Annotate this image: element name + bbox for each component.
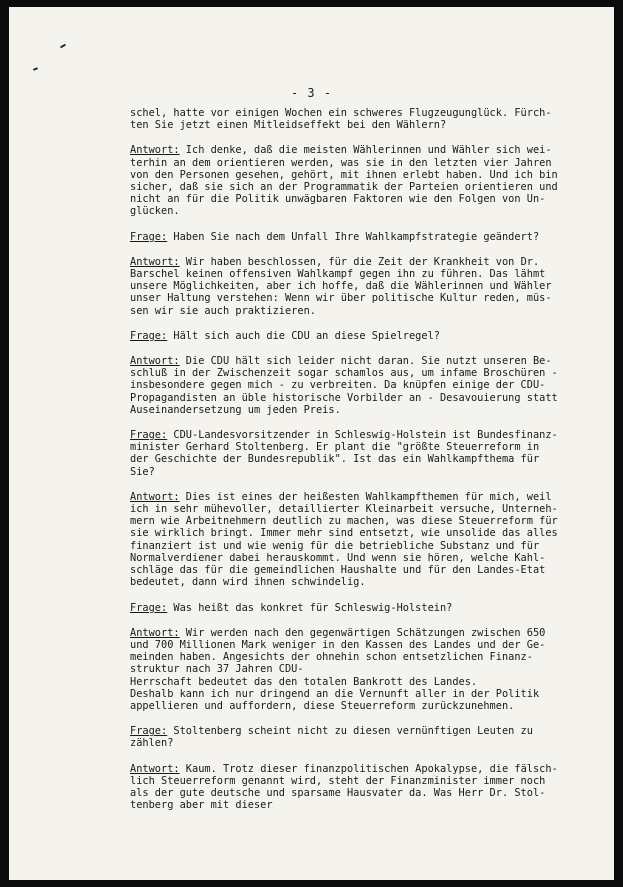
answer-label: Antwort: [130, 355, 180, 368]
question-label: Frage: [130, 429, 168, 442]
question-paragraph [130, 725, 563, 749]
answer-label: Antwort: [130, 626, 180, 639]
document-page [9, 7, 614, 880]
ink-speck [60, 44, 66, 49]
answer-label: Antwort: [130, 144, 180, 157]
answer-label: Antwort: [130, 255, 180, 268]
question-paragraph [130, 330, 563, 342]
interview-text [130, 107, 563, 824]
answer-paragraph [130, 144, 563, 217]
ink-speck [33, 67, 38, 71]
paragraph-text: Haben Sie nach dem Unfall Ihre Wahlkampfstrategie geändert? [167, 230, 540, 243]
page-number: - 3 - [290, 86, 333, 100]
question-label: Frage: [130, 601, 168, 614]
paragraph-text: Was heißt das konkret für Schleswig-Holstein? [167, 601, 453, 614]
answer-paragraph [130, 627, 563, 712]
paragraph-text: Ich denke, daß die meisten Wählerinnen und Wähler sich wei- terhin an dem orientieren werden, was sie in den letzten vier Jahren von den Personen gesehen, gehört, mit ihnen erlebt haben. Und ich bin sicher, daß sie sich an der Programmatik der Parteien orientieren und nicht an für die Politik unwägbaren Faktoren wie den Folgen von Un- glücken. [130, 144, 558, 218]
paragraph-text: Stoltenberg scheint nicht zu diesen vernünftigen Leuten zu zählen? [130, 725, 533, 750]
answer-paragraph [130, 491, 563, 589]
paragraph-text: Hält sich auch die CDU an diese Spielregel? [167, 329, 440, 342]
answer-label: Antwort: [130, 762, 180, 775]
paragraph-text: Wir haben beschlossen, für die Zeit der Krankheit von Dr. Barschel keinen offensiven Wahlkampf gegen ihn zu führen. Das lähmt unsere Möglichkeiten, aber ich hoffe, daß die Wählerinnen und Wähler unser Haltung verstehen: Wenn wir über politische Kultur reden, müs- sen wir sie auch praktizieren. [130, 255, 552, 317]
paragraph-text: schel, hatte vor einigen Wochen ein schweres Flugzeugunglück. Fürch- ten Sie jetzt einen Mitleidseffekt bei den Wählern? [130, 107, 552, 132]
paragraph-text: Kaum. Trotz dieser finanzpolitischen Apokalypse, die fälsch- lich Steuerreform genannt wird, steht der Finanzminister immer noch als der gute deutsche und sparsame Hausvater da. Was Herr Dr. Stol- tenberg aber mit dieser [130, 762, 558, 812]
answer-paragraph [130, 763, 563, 812]
paragraph-text: Die CDU hält sich leider nicht daran. Sie nutzt unseren Be- schluß in der Zwischenzeit sogar schamlos aus, um infame Broschüren - insbesondere gegen mich - zu verbreiten. Da knüpfen einige der CDU- Propagandisten an üble historische Vorbilder an - Desavouierung statt Auseinandersetzung um jeden Preis. [130, 355, 558, 416]
paragraph-text: Wir werden nach den gegenwärtigen Schätzungen zwischen 650 und 700 Millionen Mark weniger in den Kassen des Landes und der Ge- meinden haben. Angesichts der ohnehin schon entsetzlichen Finanz- struktur nach 37 Jahren CDU- Herrschaft bedeutet das den totalen Bankrott des Landes. Deshalb kann ich nur dringend an die Vernunft aller in der Politik appellieren und auffordern, diese Steuerreform zurückzunehmen. [130, 626, 546, 712]
answer-label: Antwort: [130, 490, 180, 503]
question-label: Frage: [130, 230, 168, 243]
paragraph-text: Dies ist eines der heißesten Wahlkampfthemen für mich, weil ich in sehr mühevoller, detaillierter Kleinarbeit versuche, Unterneh- mern wie Arbeitnehmern deutlich zu machen, was diese Steuerreform für sie wirklich bringt. Immer mehr sind entsetzt, wie unsolide das alles finanziert ist und wie wenig für die betriebliche Substanz und für Normalverdiener dabei herauskommt. Und wenn sie hören, welche Kahl- schläge das für die gemeindlichen Haushalte und für den Landes-Etat bedeutet, dann wird ihnen schwindelig. [130, 490, 558, 589]
question-label: Frage: [130, 329, 168, 342]
question-paragraph [130, 602, 563, 614]
paragraph-text: CDU-Landesvorsitzender in Schleswig-Holstein ist Bundesfinanz- minister Gerhard Stoltenberg. Er plant die "größte Steuerreform in der Geschichte der Bundesrepublik". Ist das ein Wahlkampfthema für Sie? [130, 429, 558, 478]
paragraph-continuation [130, 107, 563, 131]
answer-paragraph [130, 355, 563, 416]
question-paragraph [130, 231, 563, 243]
answer-paragraph [130, 256, 563, 317]
question-paragraph [130, 429, 563, 478]
question-label: Frage: [130, 725, 168, 738]
